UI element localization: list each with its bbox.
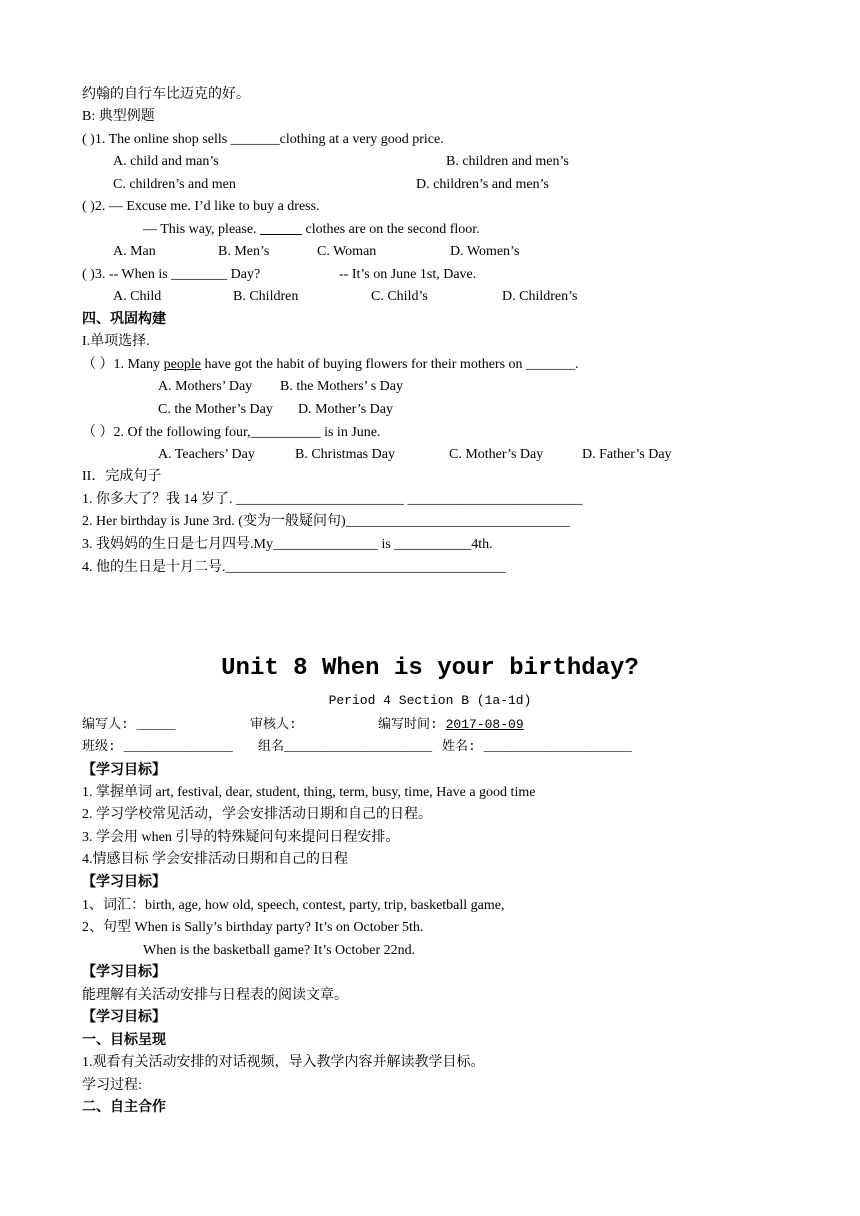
option-1c: C. children’s and men (113, 177, 236, 192)
mc2-option-d: D. Father’s Day (582, 447, 672, 462)
goal-1: 1. 掌握单词 art, festival, dear, student, thing, term, busy, time, Have a good time (82, 785, 536, 800)
option-2b: B. Men’s (218, 244, 270, 259)
complete-sentence-4: 4. 他的生日是十月二号.________________________________________ (82, 560, 506, 575)
reading-goal: 能理解有关活动安排与日程表的阅读文章。 (82, 988, 348, 1003)
mc1-underlined: people (163, 357, 201, 372)
section-target-presentation: 一、目标呈现 (82, 1033, 166, 1048)
page-title: Unit 8 When is your birthday? (221, 655, 639, 682)
question-3: ( )3. -- When is ________ Day? (82, 267, 261, 282)
reviewer-field: 审核人: (250, 717, 297, 732)
goals-heading-2: 【学习目标】 (82, 875, 166, 890)
complete-sentence-3: 3. 我妈妈的生日是七月四号.My_______________ is ___________4th. (82, 537, 493, 552)
q2-text-post: clothes are on the second floor. (302, 222, 480, 237)
mc2-post: is in June. (320, 425, 381, 440)
part-i-label: I.单项选择. (82, 334, 150, 349)
mc1-post: have got the habit of buying flowers for their mothers on _______. (201, 357, 579, 372)
q2-text-pre: — This way, please. (143, 222, 261, 237)
option-1a: A. child and man’s (113, 154, 219, 169)
option-3c: C. Child’s (371, 289, 428, 304)
target-presentation-text: 1.观看有关活动安排的对话视频，导入教学内容并解读教学目标。 (82, 1055, 485, 1070)
goal-4: 4.情感目标 学会安排活动日期和自己的日程 (82, 852, 348, 867)
option-3b: B. Children (233, 289, 299, 304)
option-3a: A. Child (113, 289, 162, 304)
question-2-line2 (143, 221, 480, 239)
option-3d: D. Children’s (502, 289, 578, 304)
question-1: ( )1. The online shop sells _______clothing at a very good price. (82, 132, 444, 147)
date-value: 2017-08-09 (445, 717, 524, 732)
goals-heading-1: 【学习目标】 (82, 763, 166, 778)
class-field: 班级: ______________ (82, 739, 233, 754)
goal-2: 2. 学习学校常见活动，学会安排活动日期和自己的日程。 (82, 807, 432, 822)
part-ii-label: II．完成句子 (82, 469, 162, 484)
option-2c: C. Woman (317, 244, 377, 259)
heading-consolidate: 四、巩固构建 (82, 312, 166, 327)
option-1d: D. children’s and men’s (416, 177, 549, 192)
section-label: B: 典型例题 (82, 109, 155, 124)
complete-sentence-2: 2. Her birthday is June 3rd. (变为一般疑问句)________________________________ (82, 514, 570, 529)
mc2-option-b: B. Christmas Day (295, 447, 395, 462)
goal-3: 3. 学会用 when 引导的特殊疑问句来提问日程安排。 (82, 830, 400, 845)
page-subtitle: Period 4 Section B (1a-1d) (328, 693, 532, 708)
goals-heading-3: 【学习目标】 (82, 965, 166, 980)
question-2: ( )2. — Excuse me. I’d like to buy a dress. (82, 199, 320, 214)
name-field: 姓名: ___________________ (442, 739, 632, 754)
writer-field: 编写人: _____ (82, 717, 176, 732)
vocab-line: 1、词汇：birth, age, how old, speech, contest, party, trip, basketball game, (82, 898, 505, 913)
mc2-option-a: A. Teachers’ Day (158, 447, 255, 462)
complete-sentence-1: 1. 你多大了？我 14 岁了. ________________________ _________________________ (82, 492, 583, 507)
option-2d: D. Women’s (450, 244, 520, 259)
pattern-line-2: When is the basketball game? It’s October 22nd. (143, 943, 416, 958)
date-field (378, 716, 524, 734)
question-3-reply: -- It’s on June 1st, Dave. (339, 267, 477, 282)
option-1b: B. children and men’s (446, 154, 569, 169)
mc2-blank: __________ (250, 425, 321, 440)
section-cooperation: 二、自主合作 (82, 1100, 166, 1115)
mc1-option-d: D. Mother’s Day (298, 402, 394, 417)
goals-heading-4: 【学习目标】 (82, 1010, 166, 1025)
text-line: 约翰的自行车比迈克的好。 (82, 87, 250, 102)
date-label: 编写时间: (378, 717, 446, 732)
mc1-option-c: C. the Mother’s Day (158, 402, 273, 417)
mc-question-2 (82, 424, 380, 442)
mc1-option-a: A. Mothers’ Day (158, 379, 253, 394)
mc2-pre: （ ）2. Of the following four, (82, 425, 251, 440)
q2-blank: ______ (260, 222, 303, 237)
learning-process-label: 学习过程: (82, 1078, 142, 1093)
mc-question-1 (82, 356, 579, 374)
option-2a: A. Man (113, 244, 156, 259)
group-field: 组名___________________ (258, 739, 433, 754)
mc2-option-c: C. Mother’s Day (449, 447, 544, 462)
mc1-pre: （ ）1. Many (82, 357, 164, 372)
pattern-line-1: 2、句型 When is Sally’s birthday party? It’s on October 5th. (82, 920, 424, 935)
mc1-option-b: B. the Mothers’ s Day (280, 379, 403, 394)
